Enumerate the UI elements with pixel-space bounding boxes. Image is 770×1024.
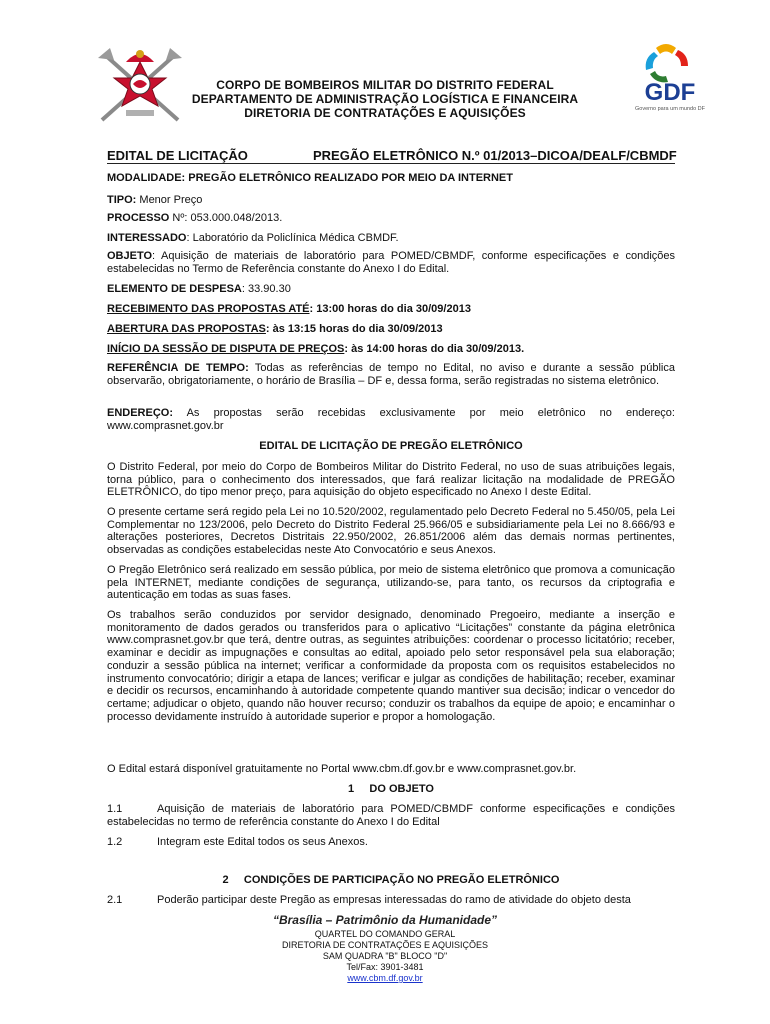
recebimento-line xyxy=(107,303,675,316)
item-1-1-text: Aquisição de materiais de laboratório para POMED/CBMDF conforme especificações e condições estabelecidas no termo de referência constante do Anexo I do Edital xyxy=(107,803,675,828)
tipo-label: TIPO: xyxy=(107,194,137,206)
abertura-label: ABERTURA DAS PROPOSTAS xyxy=(107,323,266,335)
footer-line-3: SAM QUADRA "B" BLOCO "D" xyxy=(322,951,448,961)
paragraph-3: O Pregão Eletrônico será realizado em sessão pública, por meio de sistema eletrônico que promova a comunicação pela INTERNET, mediante condições de segurança, utilizando-se, para tanto, os recursos da criptografia e autenticação em todas as suas fases. xyxy=(107,564,675,602)
document-number: PREGÃO ELETRÔNICO N.º 01/2013–DICOA/DEALF/CBMDF xyxy=(313,148,677,163)
footer-motto: “Brasília – Patrimônio da Humanidade” xyxy=(272,913,498,927)
footer-line-4: Tel/Fax: 3901-3481 xyxy=(346,962,424,972)
paragraph-2: O presente certame será regido pela Lei no 10.520/2002, regulamentado pelo Decreto Federal no 5.450/05, pela Lei Complementar no 123/2006, pelo Decreto do Distrito Federal 25.966/05 e subsidiariamente pela Lei no 8.666/93 e alterações posteriores, Decretos Distritais 22.950/2002, 26.851/2006 além das demais normas pertinentes, observadas as condições estabelecidas neste Ato Convocatório e seus Anexos. xyxy=(107,506,675,557)
endereco-paragraph xyxy=(107,407,675,432)
inicio-label: INÍCIO DA SESSÃO DE DISPUTA DE PREÇOS xyxy=(107,343,345,355)
paragraph-1: O Distrito Federal, por meio do Corpo de Bombeiros Militar do Distrito Federal, no uso de suas atribuições legais, torna público, para o conhecimento dos interessados, que fará realizar licitação na modalidade de PREGÃO ELETRÔNICO, do tipo menor preço, para aquisição do objeto especificado no Anexo I deste Edital. xyxy=(107,461,675,499)
interessado-label: INTERESSADO xyxy=(107,232,187,244)
header-line-2: DEPARTAMENTO DE ADMINISTRAÇÃO LOGÍSTICA E FINANCEIRA xyxy=(191,92,579,106)
inicio-line xyxy=(107,343,675,356)
footer-line-2: DIRETORIA DE CONTRATAÇÕES E AQUISIÇÕES xyxy=(281,940,489,950)
objeto-value: : Aquisição de materiais de laboratório para POMED/CBMDF, conforme especificações e condições estabelecidas no Termo de Referência constante do Anexo I do Edital. xyxy=(107,250,675,275)
referencia-label: REFERÊNCIA DE TEMPO: xyxy=(107,362,249,374)
item-2-1-number: 2.1 xyxy=(107,894,123,906)
inicio-value: : às 14:00 horas do dia 30/09/2013. xyxy=(344,343,525,355)
gdf-logo-text: GDF xyxy=(644,79,696,106)
item-1-1-number: 1.1 xyxy=(107,803,123,815)
interessado-line xyxy=(107,232,675,245)
header-line-1: CORPO DE BOMBEIROS MILITAR DO DISTRITO FEDERAL xyxy=(216,78,554,92)
title-divider xyxy=(107,163,675,164)
endereco-value: As propostas serão recebidas exclusivamente por meio eletrônico no endereço: www.comprasnet.gov.br xyxy=(107,407,675,432)
abertura-line xyxy=(107,323,675,336)
recebimento-label: RECEBIMENTO DAS PROPOSTAS ATÉ xyxy=(107,303,310,315)
header-line-3: DIRETORIA DE CONTRATAÇÕES E AQUISIÇÕES xyxy=(244,106,526,120)
tipo-value: Menor Preço xyxy=(136,194,203,206)
section-2-heading: 2 CONDIÇÕES DE PARTICIPAÇÃO NO PREGÃO ELETRÔNICO xyxy=(222,874,560,886)
item-1-2-text: Integram este Edital todos os seus Anexos. xyxy=(157,836,368,848)
gdf-logo-subtitle: Governo para um mundo DF xyxy=(634,106,706,112)
item-1-2-number: 1.2 xyxy=(107,836,123,848)
processo-value: Nº: 053.000.048/2013. xyxy=(169,212,283,224)
modalidade-line: MODALIDADE: PREGÃO ELETRÔNICO REALIZADO POR MEIO DA INTERNET xyxy=(107,172,513,184)
elemento-label: ELEMENTO DE DESPESA xyxy=(107,283,242,295)
document-title: EDITAL DE LICITAÇÃO xyxy=(107,148,248,163)
objeto-label: OBJETO xyxy=(107,250,153,262)
endereco-label: ENDEREÇO: xyxy=(107,407,174,419)
footer-website-line xyxy=(200,973,570,984)
processo-label: PROCESSO xyxy=(107,212,170,224)
tipo-line xyxy=(107,194,675,207)
interessado-value: : Laboratório da Policlínica Médica CBMDF. xyxy=(186,232,399,244)
referencia-value: Todas as referências de tempo no Edital, no aviso e durante a sessão pública observarão, obrigatoriamente, o horário de Brasília – DF e, dessa forma, serão registradas no sistema eletrônico. xyxy=(107,362,675,387)
footer-line-1: QUARTEL DO COMANDO GERAL xyxy=(314,929,456,939)
recebimento-value: : 13:00 horas do dia 30/09/2013 xyxy=(309,303,471,315)
abertura-value: : às 13:15 horas do dia 30/09/2013 xyxy=(265,323,443,335)
footer-website-link[interactable]: www.cbm.df.gov.br xyxy=(347,973,423,983)
section-1-heading: 1 DO OBJETO xyxy=(348,783,434,795)
elemento-line xyxy=(107,283,675,296)
gdf-logo xyxy=(626,40,714,114)
item-2-1-text: Poderão participar deste Pregão as empresas interessadas do ramo de atividade do objeto desta xyxy=(157,894,631,906)
processo-line xyxy=(107,212,675,225)
section-heading: EDITAL DE LICITAÇÃO DE PREGÃO ELETRÔNICO xyxy=(259,440,523,452)
paragraph-4: Os trabalhos serão conduzidos por servidor designado, denominado Pregoeiro, mediante a inserção e monitoramento de dados gerados ou transferidos para o aplicativo “Licitações” constante da página eletrônica www.comprasnet.gov.br que terá, dentre outras, as seguintes atribuições: coordenar o processo licitatório; receber, examinar e decidir as impugnações e consultas ao edital, apoiado pelo setor responsável pela sua elaboração; conduzir a sessão pública na internet; verificar a conformidade da proposta com os requisitos estabelecidos no instrumento convocatório; dirigir a etapa de lances; verificar e julgar as condições de habilitação; receber, examinar e decidir os recursos, encaminhando à autoridade competente quando mantiver sua decisão; indicar o vencedor do certame; adjudicar o objeto, quando não houver recurso; conduzir os trabalhos da equipe de apoio; e encaminhar o processo devidamente instruído à autoridade superior e propor a homologação. xyxy=(107,609,675,723)
objeto-paragraph xyxy=(107,250,675,275)
elemento-value: : 33.90.30 xyxy=(241,283,291,295)
paragraph-5: O Edital estará disponível gratuitamente no Portal www.cbm.df.gov.br e www.comprasnet.gov.br. xyxy=(107,763,577,775)
referencia-paragraph xyxy=(107,362,675,387)
